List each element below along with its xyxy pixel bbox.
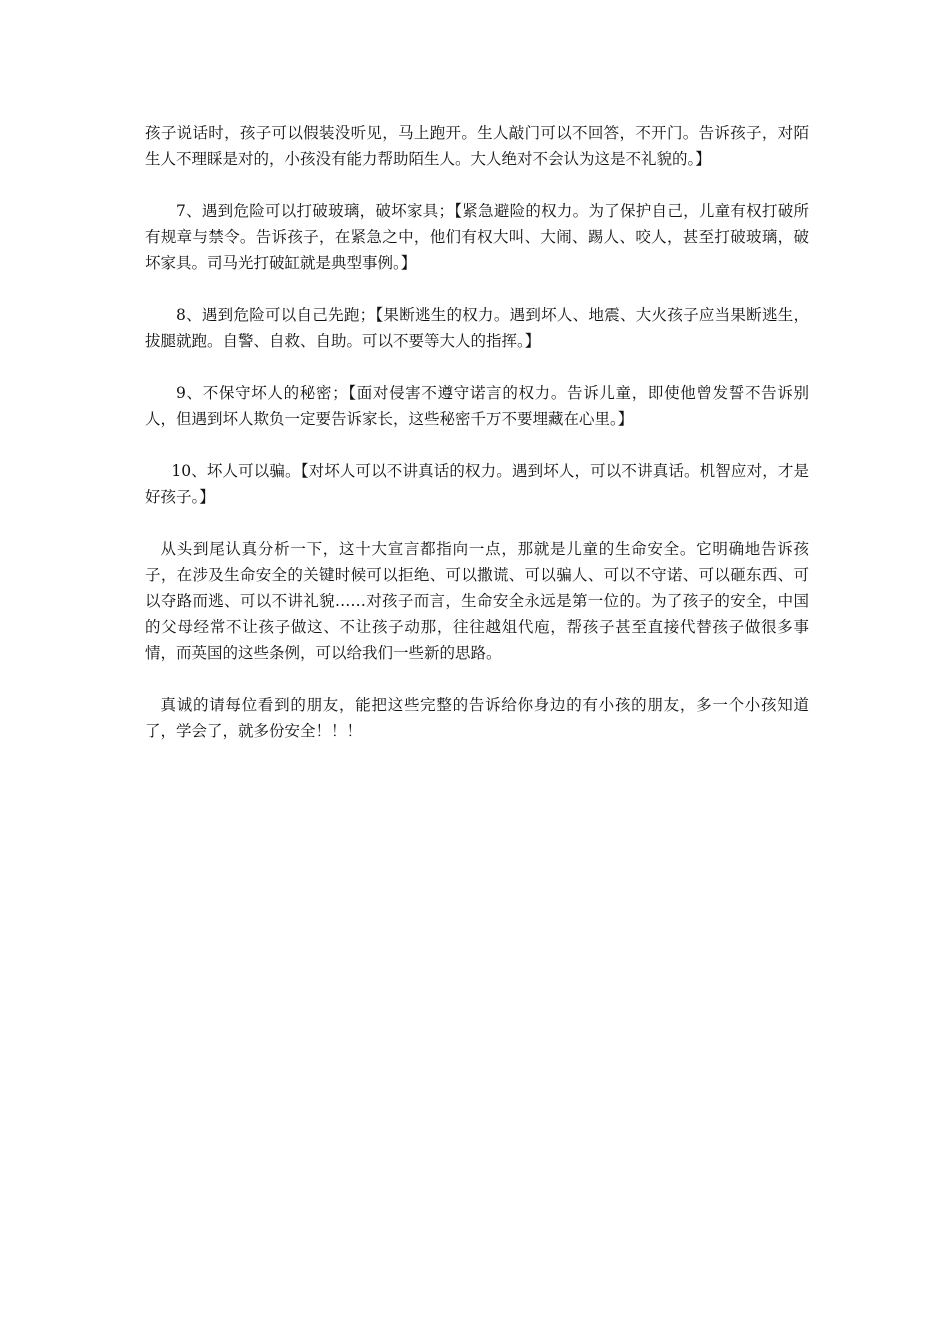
document-body <box>145 120 809 770</box>
paragraph-item-9: 9、不保守坏人的秘密；【面对侵害不遵守诺言的权力。告诉儿童，即使他曾发誓不告诉别人，但遇到坏人欺负一定要告诉家长，这些秘密千万不要埋藏在心里。】 <box>145 384 809 428</box>
paragraph-item-7: 7、遇到危险可以打破玻璃，破坏家具；【紧急避险的权力。为了保护自己，儿童有权打破所有规章与禁令。告诉孩子，在紧急之中，他们有权大叫、大闹、踢人、咬人，甚至打破玻璃，破坏家具。司马光打破缸就是典型事例。】 <box>145 202 809 272</box>
paragraph-continuation: 孩子说话时，孩子可以假装没听见，马上跑开。生人敲门可以不回答，不开门。告诉孩子，对陌生人不理睬是对的，小孩没有能力帮助陌生人。大人绝对不会认为这是不礼貌的。】 <box>145 124 809 168</box>
paragraph-item-10: 10、坏人可以骗。【对坏人可以不讲真话的权力。遇到坏人，可以不讲真话。机智应对，才是好孩子。】 <box>145 462 809 506</box>
paragraph-closing: 真诚的请每位看到的朋友，能把这些完整的告诉给你身边的有小孩的朋友，多一个小孩知道了，学会了，就多份安全！！！ <box>145 696 809 740</box>
paragraph-analysis: 从头到尾认真分析一下，这十大宣言都指向一点，那就是儿童的生命安全。它明确地告诉孩子，在涉及生命安全的关键时候可以拒绝、可以撒谎、可以骗人、可以不守诺、可以砸东西、可以夺路而逃、可以不讲礼貌……对孩子而言，生命安全永远是第一位的。为了孩子的安全，中国的父母经常不让孩子做这、不让孩子动那，往往越俎代庖，帮孩子甚至直接代替孩子做很多事情，而英国的这些条例，可以给我们一些新的思路。 <box>145 540 809 662</box>
paragraph-item-8: 8、遇到危险可以自己先跑；【果断逃生的权力。遇到坏人、地震、大火孩子应当果断逃生，拔腿就跑。自警、自救、自助。可以不要等大人的指挥。】 <box>145 306 809 350</box>
